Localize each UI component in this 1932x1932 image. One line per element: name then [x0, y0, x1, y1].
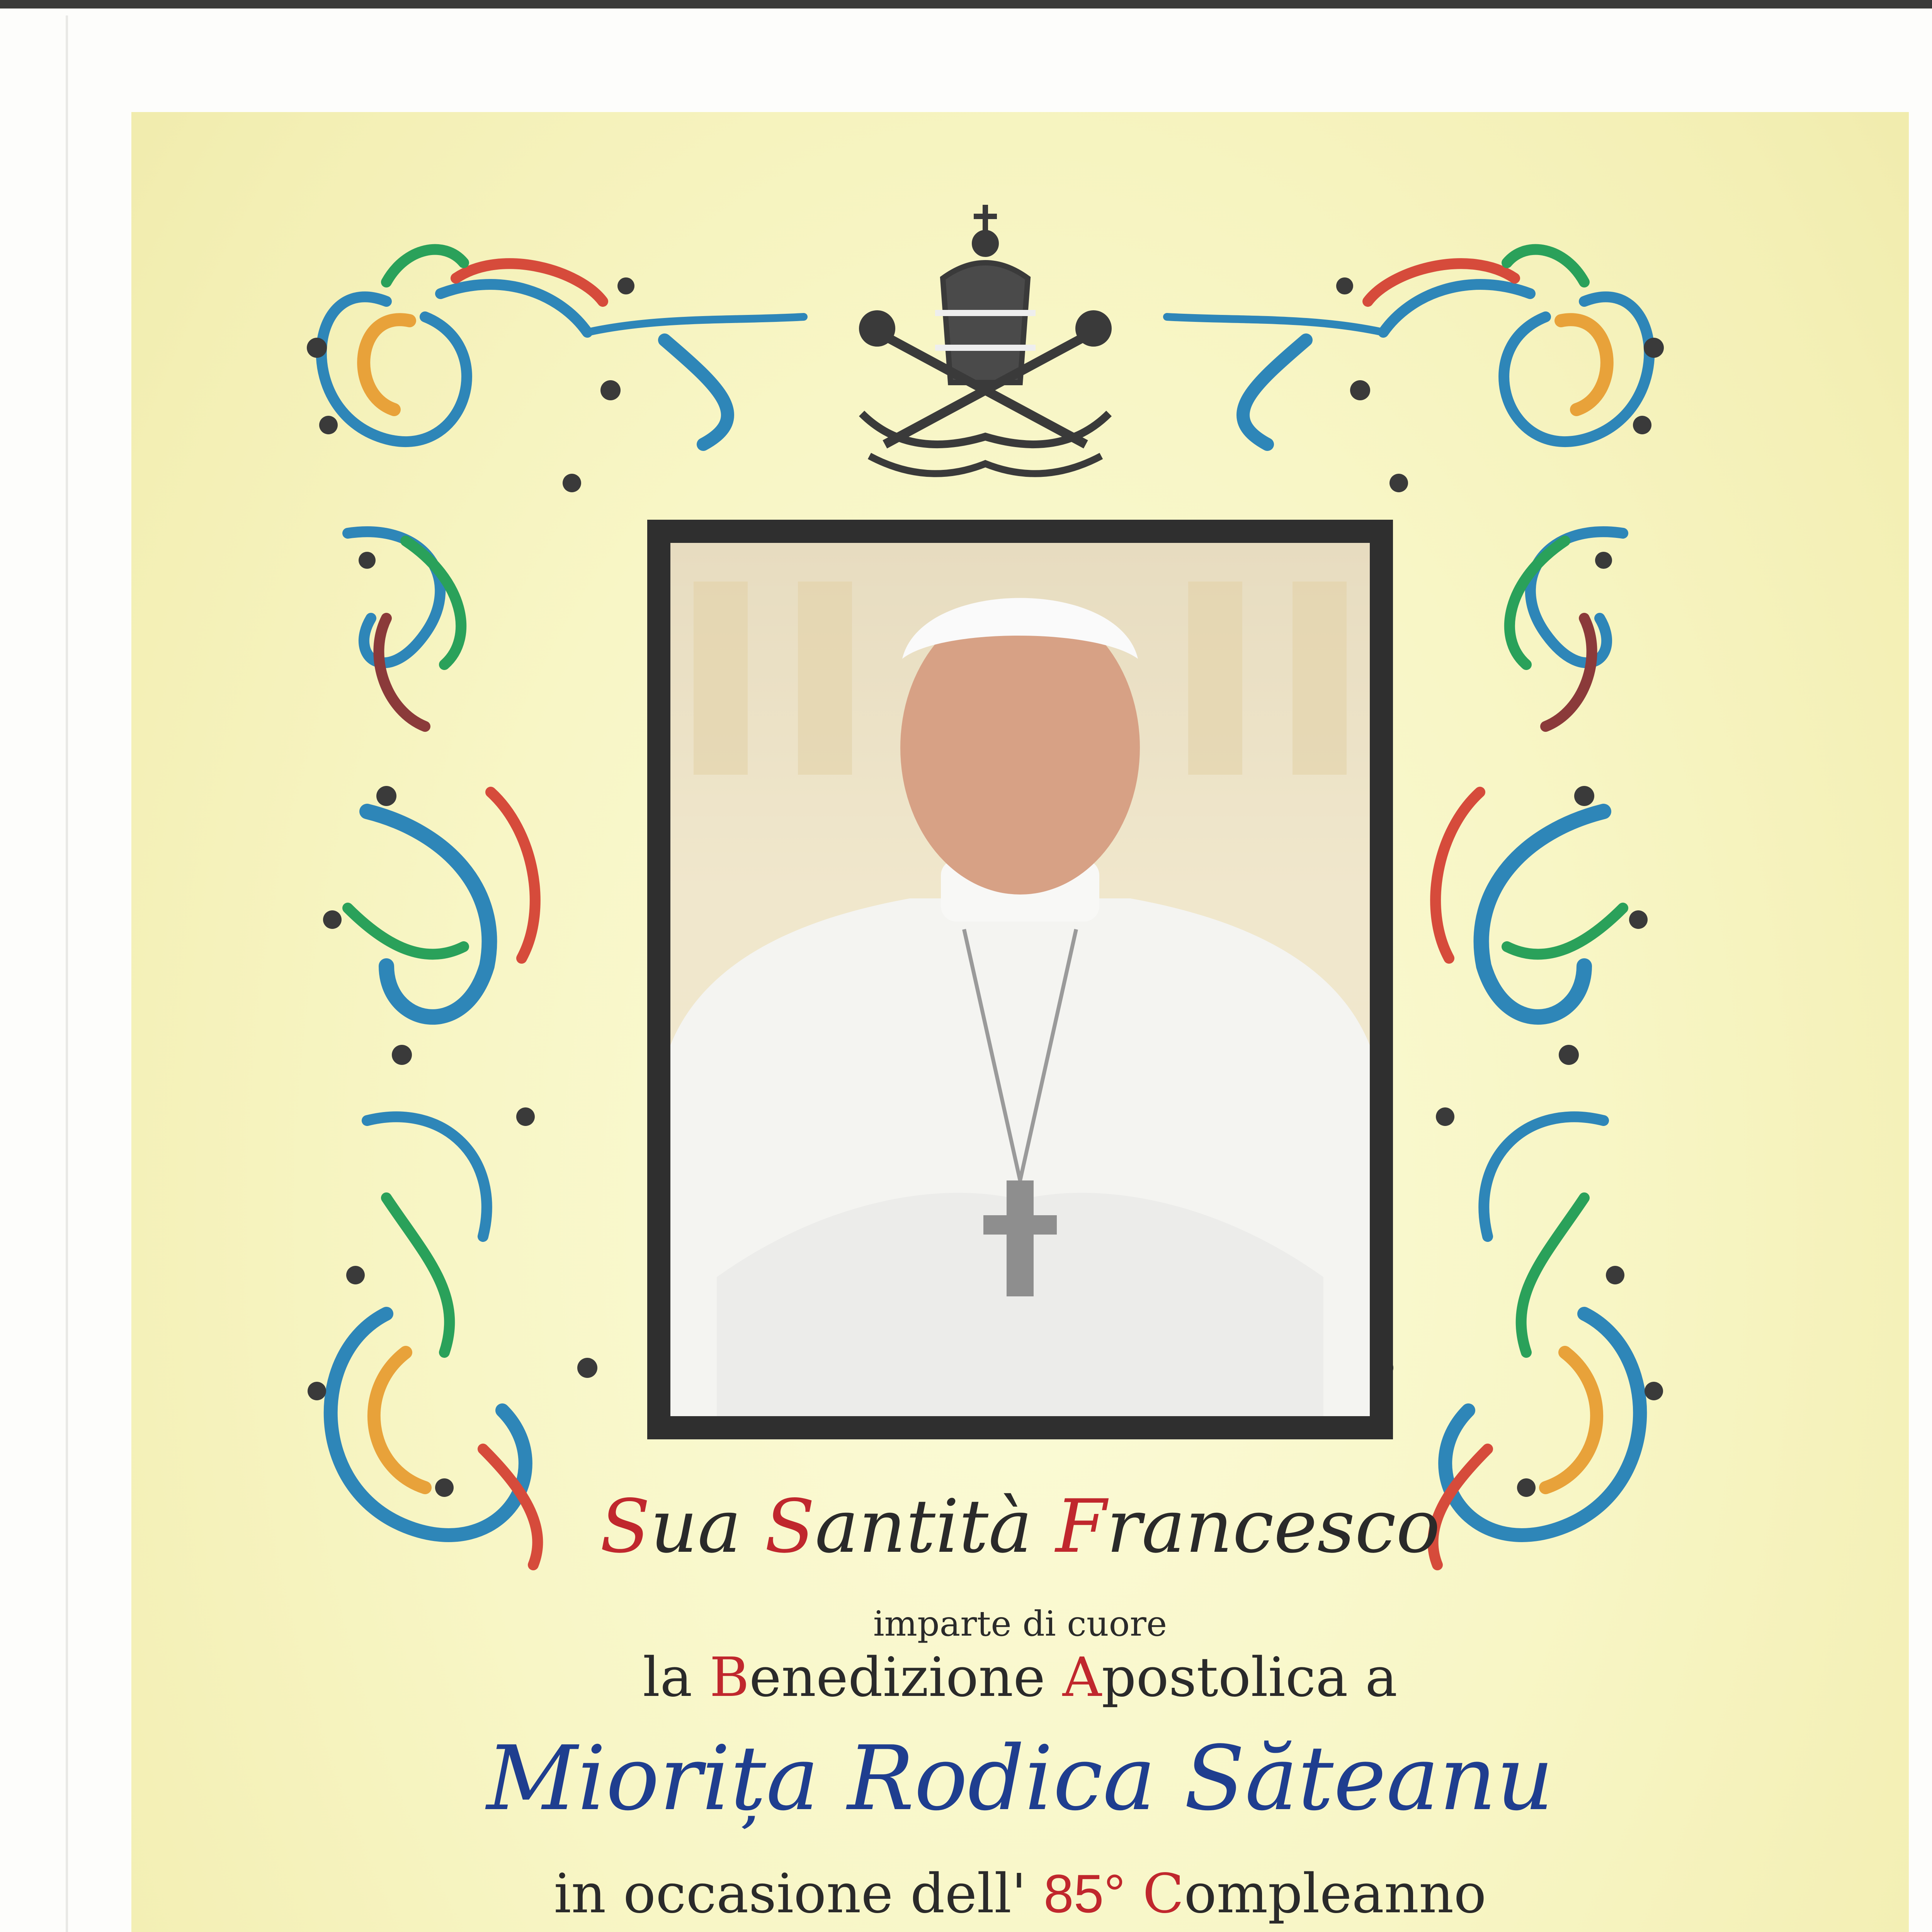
imparte-line: imparte di cuore: [873, 1604, 1167, 1644]
portrait-photo: [670, 543, 1370, 1416]
title-initial-f: F: [1055, 1484, 1107, 1569]
title-text-1: ua: [650, 1484, 765, 1569]
title-initial-s2: S: [764, 1484, 815, 1569]
benedizione-line: [131, 1646, 1909, 1709]
benedizione-text-2: enedizione: [749, 1646, 1063, 1709]
title-text-2: antità: [815, 1484, 1056, 1569]
occasion-text-2: ompleanno: [1184, 1862, 1486, 1925]
benedizione-text-3: postolica a: [1101, 1646, 1398, 1709]
benedizione-initial-a: A: [1062, 1646, 1102, 1709]
recipient-name: Miorița Rodica Săteanu: [486, 1727, 1554, 1830]
scan-left-edge: [66, 15, 68, 1932]
certificate-title: [131, 1484, 1909, 1569]
occasion-line: [131, 1862, 1909, 1925]
portrait-frame: [647, 520, 1393, 1439]
portrait-figure-icon: [670, 543, 1370, 1416]
occasion-initial-c: C: [1143, 1862, 1184, 1925]
benedizione-text-1: la: [643, 1646, 710, 1709]
scan-top-edge: [0, 0, 1932, 9]
title-text-3: rancesco: [1106, 1484, 1440, 1569]
title-initial-s1: S: [600, 1484, 650, 1569]
birthday-age: 85°: [1043, 1863, 1126, 1924]
occasion-text-1: in occasione dell': [554, 1862, 1044, 1925]
benedizione-initial-b: B: [709, 1646, 750, 1709]
